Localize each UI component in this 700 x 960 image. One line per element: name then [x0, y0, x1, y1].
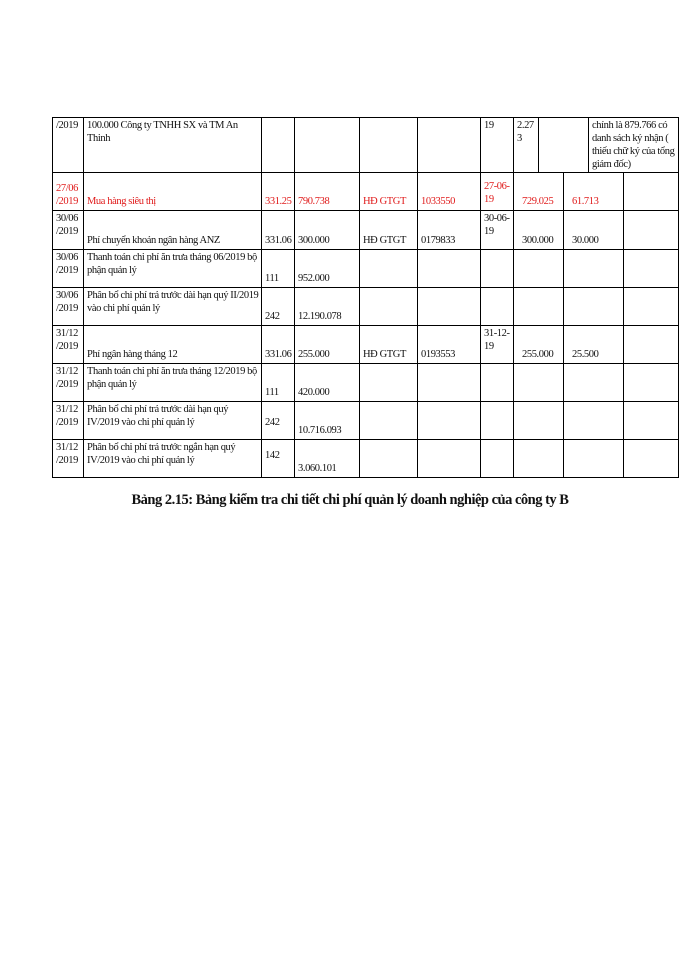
cell-doc-type	[359, 325, 417, 363]
amount-text: 255.000	[298, 349, 330, 360]
cell-doc-type	[359, 287, 417, 325]
description-text: Phí ngân hàng tháng 12	[87, 349, 178, 360]
amount-text: 12.190.078	[298, 311, 342, 322]
cell-doc-type	[359, 117, 417, 172]
vat-text: 30.000	[572, 235, 599, 246]
description-text: Phí chuyển khoản ngân hàng ANZ	[87, 235, 220, 246]
cell-account	[261, 172, 294, 210]
cell-vat	[563, 287, 623, 325]
cell-doc-no	[417, 210, 480, 249]
cell-invoice-amount	[513, 439, 563, 477]
doc-type-text: HĐ GTGT	[363, 349, 406, 360]
amount-text: 790.738	[298, 196, 330, 207]
cell-description	[83, 210, 261, 249]
cell-doc-type	[359, 249, 417, 287]
vat-text: 61.713	[572, 196, 599, 207]
cell-note	[623, 210, 679, 249]
cell-invoice-amount	[513, 401, 563, 439]
cell-description	[83, 172, 261, 210]
doc-type-text: HĐ GTGT	[363, 196, 406, 207]
cell-vat	[563, 172, 623, 210]
cell-invoice-amount	[513, 172, 563, 210]
amount-text: 3.060.101	[298, 463, 337, 474]
cell-invoice-amount	[513, 325, 563, 363]
cell-doc-no	[417, 439, 480, 477]
doc-no-text: 1033550	[421, 196, 455, 207]
account-text: 111	[265, 387, 279, 398]
cell-vat	[563, 401, 623, 439]
cell-vat	[563, 249, 623, 287]
cell-account	[261, 325, 294, 363]
table-row	[52, 363, 679, 402]
amount-text: 10.716.093	[298, 425, 342, 436]
account-text: 142	[265, 450, 280, 461]
cell-doc-type	[359, 172, 417, 210]
cell-doc-type	[359, 439, 417, 477]
table-row	[52, 325, 679, 364]
cell-amount	[294, 210, 359, 249]
table-row	[52, 210, 679, 250]
cell-account	[261, 249, 294, 287]
cell-description	[83, 325, 261, 363]
cell-invoice-amount: 2.27 3	[513, 117, 538, 172]
doc-no-text: 0179833	[421, 235, 455, 246]
cell-note	[623, 439, 679, 477]
cell-amount	[294, 401, 359, 439]
cell-date: 30/06 /2019	[52, 210, 83, 249]
doc-no-text: 0193553	[421, 349, 455, 360]
cell-invoice-date: 19	[480, 117, 513, 172]
cell-doc-no	[417, 363, 480, 401]
cell-amount	[294, 287, 359, 325]
cell-note	[623, 325, 679, 363]
cell-date	[52, 172, 83, 210]
cell-amount	[294, 325, 359, 363]
cell-description: 100.000 Công ty TNHH SX và TM An Thinh	[83, 117, 261, 172]
cell-vat	[538, 117, 588, 172]
cell-doc-no	[417, 325, 480, 363]
invoice-amount-text: 300.000	[522, 235, 554, 246]
cell-note	[623, 249, 679, 287]
amount-text: 952.000	[298, 273, 330, 284]
account-text: 111	[265, 273, 279, 284]
cell-amount	[294, 249, 359, 287]
cell-invoice-date	[480, 401, 513, 439]
cell-amount	[294, 117, 359, 172]
cell-invoice-date: 30-06- 19	[480, 210, 513, 249]
table-row	[52, 117, 679, 173]
cell-note	[623, 287, 679, 325]
cell-doc-no	[417, 287, 480, 325]
cell-description: Thanh toán chi phí ăn trưa tháng 06/2019 bộ phận quản lý	[83, 249, 261, 287]
cell-invoice-amount	[513, 287, 563, 325]
account-text: 331.06	[265, 349, 292, 360]
amount-text: 300.000	[298, 235, 330, 246]
cell-invoice-amount	[513, 363, 563, 401]
doc-type-text: HĐ GTGT	[363, 235, 406, 246]
cell-invoice-date	[480, 249, 513, 287]
cell-invoice-date: 31-12- 19	[480, 325, 513, 363]
cell-date: 31/12 /2019	[52, 325, 83, 363]
invoice-amount-text: 255.000	[522, 349, 554, 360]
cell-amount	[294, 439, 359, 477]
cell-doc-no	[417, 172, 480, 210]
cell-invoice-date	[480, 363, 513, 401]
cell-note	[623, 401, 679, 439]
account-text: 242	[265, 311, 280, 322]
cell-account	[261, 117, 294, 172]
cell-doc-no	[417, 249, 480, 287]
cell-date: 31/12 /2019	[52, 363, 83, 401]
cell-amount	[294, 363, 359, 401]
vat-text: 25.500	[572, 349, 599, 360]
cell-invoice-amount	[513, 249, 563, 287]
cell-vat	[563, 363, 623, 401]
cell-date: 31/12 /2019	[52, 401, 83, 439]
account-text: 331.25	[265, 196, 292, 207]
cell-description: Phân bổ chi phí trả trước ngắn hạn quý IV/2019 vào chi phí quản lý	[83, 439, 261, 477]
cell-note	[623, 363, 679, 401]
date-text: 27/06 /2019	[56, 183, 78, 207]
cell-date: 31/12 /2019	[52, 439, 83, 477]
table-caption: Bảng 2.15: Bảng kiểm tra chi tiết chi phí quản lý doanh nghiệp của công ty B	[131, 492, 569, 508]
cell-account	[261, 210, 294, 249]
cell-date: /2019	[52, 117, 83, 172]
cell-invoice-date	[480, 439, 513, 477]
description-text: Mua hàng siêu thị	[87, 196, 156, 207]
cell-account	[261, 287, 294, 325]
cell-description: Phân bổ chi phí trả trước dài hạn quý IV/2019 vào chi phí quản lý	[83, 401, 261, 439]
account-text: 242	[265, 417, 280, 428]
cell-note	[623, 172, 679, 210]
cell-doc-type	[359, 401, 417, 439]
cell-doc-no	[417, 117, 480, 172]
cell-date: 30/06 /2019	[52, 249, 83, 287]
account-text: 331.06	[265, 235, 292, 246]
table-row	[52, 439, 679, 478]
table-row-highlighted	[52, 172, 679, 211]
cell-invoice-amount	[513, 210, 563, 249]
table-row	[52, 249, 679, 288]
cell-account	[261, 401, 294, 439]
cell-note: chính là 879.766 có danh sách ký nhận ( thiếu chữ ký của tổng giám đốc)	[588, 117, 679, 172]
table-row	[52, 401, 679, 440]
cell-vat	[563, 325, 623, 363]
cell-doc-type	[359, 210, 417, 249]
cell-description: Thanh toán chi phí ăn trưa tháng 12/2019 bộ phận quản lý	[83, 363, 261, 401]
cell-description: Phân bổ chi phí trả trước dài hạn quý II/2019 vào chi phí quản lý	[83, 287, 261, 325]
cell-date: 30/06 /2019	[52, 287, 83, 325]
invoice-date-text: 27-06- 19	[484, 181, 510, 205]
cell-invoice-date	[480, 172, 513, 210]
cell-vat	[563, 210, 623, 249]
cell-vat	[563, 439, 623, 477]
cell-account	[261, 439, 294, 477]
cell-account	[261, 363, 294, 401]
cell-doc-no	[417, 401, 480, 439]
invoice-amount-text: 729.025	[522, 196, 554, 207]
cell-doc-type	[359, 363, 417, 401]
amount-text: 420.000	[298, 387, 330, 398]
table-row	[52, 287, 679, 326]
cell-amount	[294, 172, 359, 210]
cell-invoice-date	[480, 287, 513, 325]
